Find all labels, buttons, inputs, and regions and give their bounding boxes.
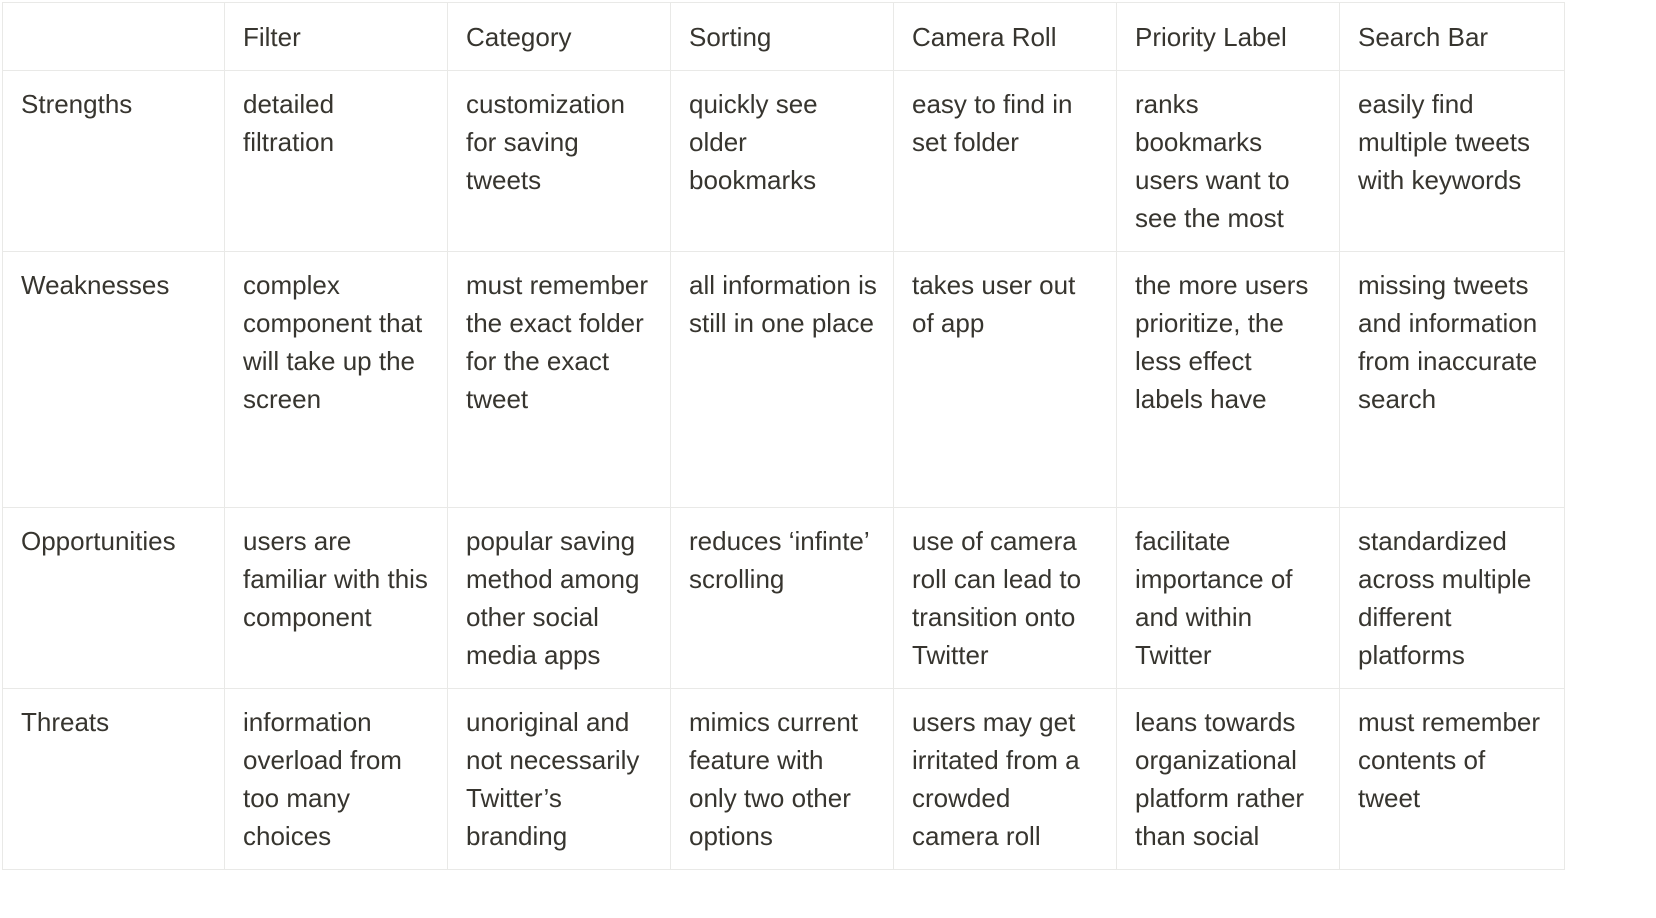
column-header-camera-roll: Camera Roll — [894, 3, 1117, 71]
table-cell: customization for saving tweets — [448, 71, 671, 252]
table-cell: mimics current feature with only two other options — [671, 689, 894, 870]
table-cell: popular saving method among other social media apps — [448, 508, 671, 689]
table-cell: missing tweets and information from inaccurate search — [1340, 252, 1565, 508]
row-label: Threats — [3, 689, 225, 870]
corner-cell — [3, 3, 225, 71]
table-row-opportunities — [3, 508, 1565, 689]
column-header-sorting: Sorting — [671, 3, 894, 71]
table-header-row — [3, 3, 1565, 71]
row-label: Weaknesses — [3, 252, 225, 508]
table-row-threats — [3, 689, 1565, 870]
table-cell: users may get irritated from a crowded camera roll — [894, 689, 1117, 870]
table-cell: unoriginal and not necessarily Twitter’s branding — [448, 689, 671, 870]
table-cell: must remember contents of tweet — [1340, 689, 1565, 870]
table-cell: use of camera roll can lead to transition onto Twitter — [894, 508, 1117, 689]
table-cell: reduces ‘infinte’ scrolling — [671, 508, 894, 689]
table-cell: facilitate importance of and within Twitter — [1117, 508, 1340, 689]
table-cell: leans towards organizational platform rather than social — [1117, 689, 1340, 870]
table-cell: all information is still in one place — [671, 252, 894, 508]
column-header-filter: Filter — [225, 3, 448, 71]
table-cell: detailed filtration — [225, 71, 448, 252]
table-row-strengths — [3, 71, 1565, 252]
row-label: Opportunities — [3, 508, 225, 689]
column-header-priority-label: Priority Label — [1117, 3, 1340, 71]
row-label: Strengths — [3, 71, 225, 252]
column-header-search-bar: Search Bar — [1340, 3, 1565, 71]
column-header-category: Category — [448, 3, 671, 71]
swot-table-container — [2, 2, 1564, 870]
table-cell: users are familiar with this component — [225, 508, 448, 689]
table-cell: complex component that will take up the screen — [225, 252, 448, 508]
table-cell: takes user out of app — [894, 252, 1117, 508]
table-cell: information overload from too many choices — [225, 689, 448, 870]
table-cell: easy to find in set folder — [894, 71, 1117, 252]
table-cell: easily find multiple tweets with keywords — [1340, 71, 1565, 252]
table-cell: the more users prioritize, the less effect labels have — [1117, 252, 1340, 508]
swot-comparison-table — [2, 2, 1565, 870]
table-cell: standardized across multiple different platforms — [1340, 508, 1565, 689]
table-cell: must remember the exact folder for the exact tweet — [448, 252, 671, 508]
table-cell: ranks bookmarks users want to see the most — [1117, 71, 1340, 252]
table-row-weaknesses — [3, 252, 1565, 508]
table-cell: quickly see older bookmarks — [671, 71, 894, 252]
